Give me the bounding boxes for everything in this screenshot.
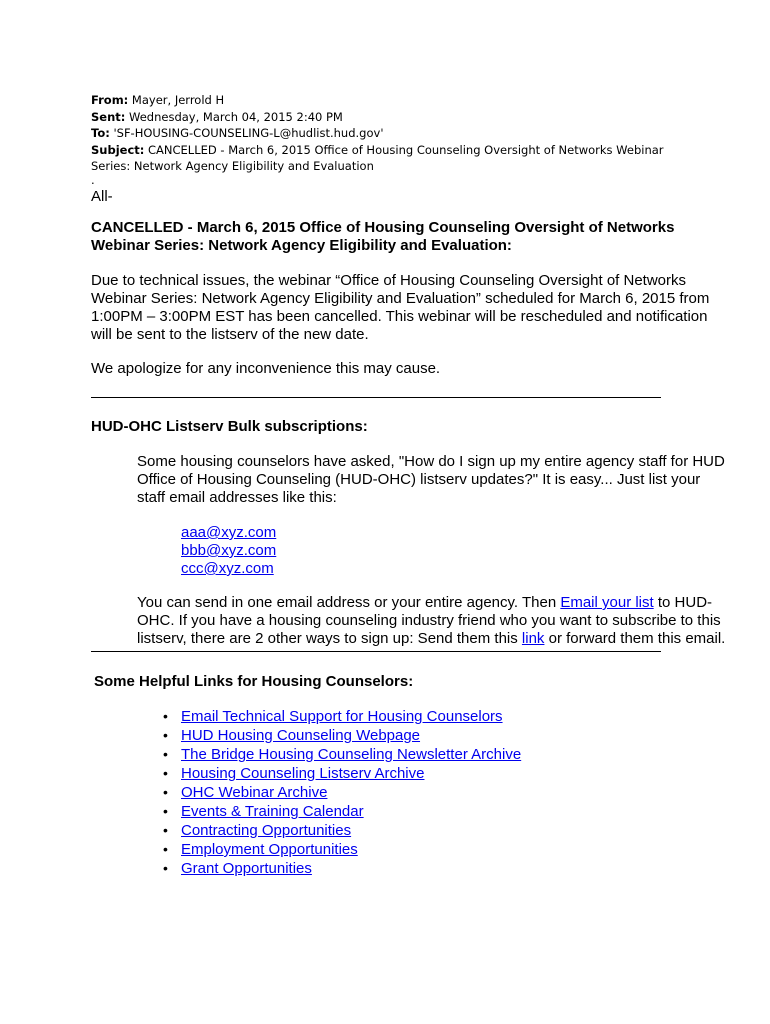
helpful-link[interactable]: Contracting Opportunities <box>181 822 352 839</box>
example-email-link[interactable]: aaa@xyz.com <box>181 524 277 541</box>
email-your-list-link[interactable]: Email your list <box>560 594 654 611</box>
helpful-link[interactable]: OHC Webinar Archive <box>181 784 328 801</box>
bullet-icon: • <box>163 746 168 762</box>
bullet-icon: • <box>163 765 168 781</box>
list-item <box>163 745 731 764</box>
divider-1 <box>91 397 661 398</box>
helpful-links-list <box>91 707 731 878</box>
helpful-links-title: Some Helpful Links for Housing Counselors: <box>94 673 414 690</box>
from-value: Mayer, Jerrold H <box>128 93 225 107</box>
closing-text-1: You can send in one email address or your entire agency. Then <box>137 594 561 611</box>
subject-line <box>91 142 691 175</box>
listserv-title: HUD-OHC Listserv Bulk subscriptions: <box>91 418 368 435</box>
sent-line <box>91 109 691 126</box>
sent-value: Wednesday, March 04, 2015 2:40 PM <box>125 109 343 124</box>
helpful-link[interactable]: The Bridge Housing Counseling Newsletter Archive <box>181 746 522 763</box>
subscribe-link[interactable]: link <box>521 630 545 647</box>
list-item <box>163 783 731 802</box>
bullet-icon: • <box>163 708 168 724</box>
cancel-headline: CANCELLED - March 6, 2015 Office of Housing Counseling Oversight of Networks Webinar Series: Network Agency Eligibility and Evaluation: <box>91 219 675 254</box>
listserv-closing <box>91 594 731 648</box>
example-email-link[interactable]: bbb@xyz.com <box>181 542 277 559</box>
to-value: 'SF-HOUSING-COUNSELING-L@hudlist.hud.gov' <box>109 126 384 140</box>
greeting: All- <box>91 188 113 205</box>
list-item <box>163 764 731 783</box>
list-item <box>163 859 731 878</box>
from-label: From: <box>91 93 129 107</box>
closing-text-3: or forward them this email. <box>544 630 726 647</box>
email-header <box>91 92 691 187</box>
subject-value: CANCELLED - March 6, 2015 Office of Housing Counseling Oversight of Networks Webinar Series: Network Agency Eligibility and Evaluation <box>91 142 664 173</box>
helpful-link[interactable]: HUD Housing Counseling Webpage <box>181 727 421 744</box>
listserv-intro: Some housing counselors have asked, "How do I sign up my entire agency staff for HUD Office of Housing Counseling (HUD-OHC) listserv updates?" It is easy... Just list your staff email addresses like this: <box>137 453 725 506</box>
helpful-link[interactable]: Housing Counseling Listserv Archive <box>181 765 425 782</box>
list-item <box>163 840 731 859</box>
apology-paragraph: We apologize for any inconvenience this may cause. <box>91 360 441 377</box>
to-line <box>91 125 691 142</box>
helpful-link[interactable]: Email Technical Support for Housing Counselors <box>181 708 503 725</box>
list-item <box>163 726 731 745</box>
list-item <box>163 802 731 821</box>
example-email-list <box>91 524 731 578</box>
sent-label: Sent: <box>91 109 126 124</box>
helpful-link[interactable]: Employment Opportunities <box>181 841 358 858</box>
to-label: To: <box>91 126 110 140</box>
example-email-link[interactable]: ccc@xyz.com <box>181 560 274 577</box>
header-dot: . <box>91 172 95 187</box>
bullet-icon: • <box>163 841 168 857</box>
cancel-paragraph: Due to technical issues, the webinar “Office of Housing Counseling Oversight of Networks Webinar Series: Network Agency Eligibility and Evaluation” scheduled for March 6, 2015 from 1:00PM – 3:00PM EST has been cancelled. This webinar will be rescheduled and notification will be sent to the listserv of the new date. <box>91 272 710 343</box>
list-item <box>163 821 731 840</box>
helpful-link[interactable]: Events & Training Calendar <box>181 803 364 820</box>
list-item <box>163 707 731 726</box>
bullet-icon: • <box>163 860 168 876</box>
bullet-icon: • <box>163 822 168 838</box>
closing-text-2: to HUD-OHC. If you have a housing counseling industry friend who you want to subscribe to this listserv, there are 2 other ways to sign up: Send them this <box>137 594 721 647</box>
bullet-icon: • <box>163 727 168 743</box>
bullet-icon: • <box>163 803 168 819</box>
email-body <box>91 188 731 878</box>
helpful-link[interactable]: Grant Opportunities <box>181 860 312 877</box>
from-line <box>91 92 691 109</box>
bullet-icon: • <box>163 784 168 800</box>
divider-2 <box>91 651 661 652</box>
subject-label: Subject: <box>91 142 145 157</box>
